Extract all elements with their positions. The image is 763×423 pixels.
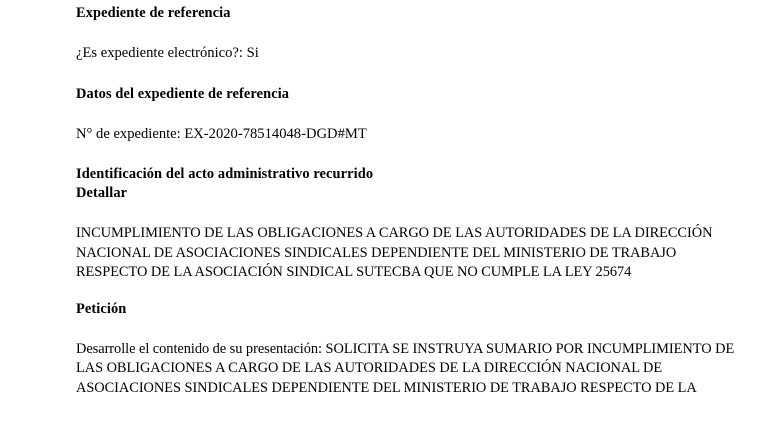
spacer: [76, 23, 745, 44]
section-heading-identificacion-acto: Identificación del acto administrativo recurrido: [76, 166, 374, 182]
spacer: [76, 319, 745, 340]
section-heading-expediente-referencia: Expediente de referencia: [76, 5, 231, 21]
section-body-peticion-desarrollo: Desarrolle el contenido de su presentación: SOLICITA SE INSTRUYA SUMARIO POR INCUMPLIMIENTO DE LAS OBLIGACIONES A CARGO DE LAS AUTORIDADES DE LA DIRECCIÓN NACIONAL DE ASOCIACIONES SINDICALES DEPENDIENTE DEL MINISTERIO DE TRABAJO RESPECTO DE LA: [76, 340, 735, 396]
spacer: [76, 203, 745, 224]
section-body-expediente-electronico: ¿Es expediente electrónico?: Si: [76, 45, 259, 61]
spacer: [76, 283, 745, 300]
section-heading-peticion: Petición: [76, 300, 127, 317]
section-body-incumplimiento: INCUMPLIMIENTO DE LAS OBLIGACIONES A CARGO DE LAS AUTORIDADES DE LA DIRECCIÓN NACIONAL DE ASOCIACIONES SINDICALES DEPENDIENTE DEL MINISTERIO DE TRABAJO RESPECTO DE LA ASOCIACIÓN SINDICAL SUTECBA QUE NO CUMPLE LA LEY 25674: [76, 225, 713, 280]
section-subheading-detallar: Detallar: [76, 185, 128, 201]
spacer: [76, 104, 745, 125]
spacer: [76, 64, 745, 85]
section-body-numero-expediente: N° de expediente: EX-2020-78514048-DGD#MT: [76, 125, 367, 142]
spacer: [76, 144, 745, 165]
section-heading-datos-expediente: Datos del expediente de referencia: [76, 85, 290, 102]
